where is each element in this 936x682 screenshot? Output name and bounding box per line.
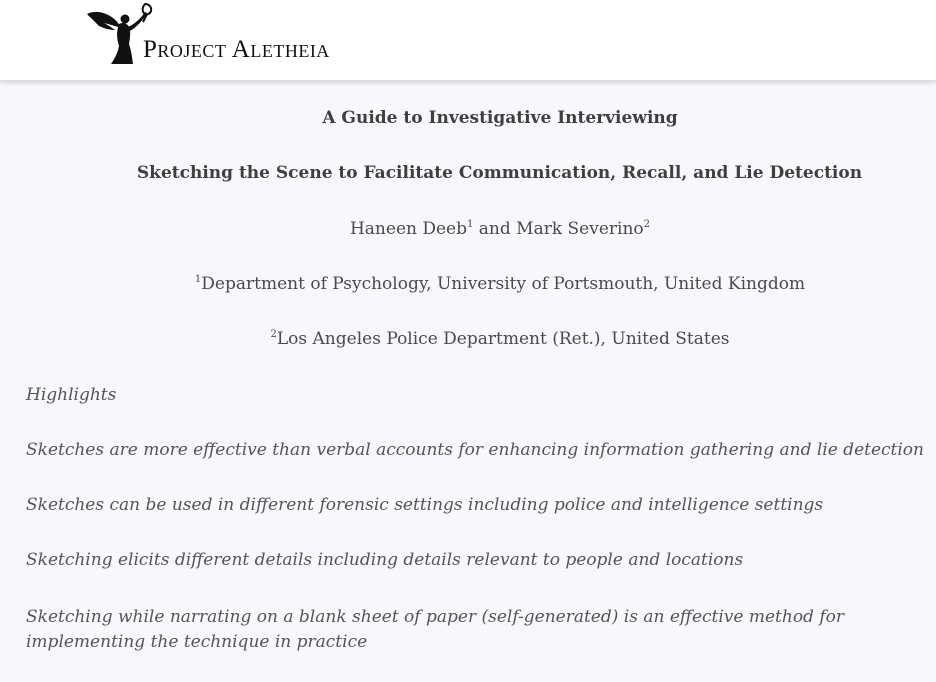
document-subtitle: Sketching the Scene to Facilitate Communication, Recall, and Lie Detection <box>136 163 863 183</box>
affiliation-marker: 2 <box>270 329 277 340</box>
author-name: Mark Severino <box>516 219 644 239</box>
highlight-item: Sketching while narrating on a blank sheet of paper (self-generated) is an effective method for implementing the technique in practice <box>26 607 845 652</box>
affiliation-text: Los Angeles Police Department (Ret.), United States <box>276 329 730 349</box>
document-title: A Guide to Investigative Interviewing <box>322 108 678 128</box>
author-name: Haneen Deeb <box>349 219 467 239</box>
author-line <box>0 219 936 239</box>
logo-text: Project Aletheia <box>143 36 330 63</box>
affiliation-line <box>0 274 936 294</box>
site-header <box>0 0 936 81</box>
highlight-item: Sketching elicits different details including details relevant to people and locations <box>26 550 744 570</box>
highlight-item: Sketches can be used in different forensic settings including police and intelligence settings <box>26 495 824 515</box>
author-conjunction: and <box>473 219 517 239</box>
affiliation-marker: 1 <box>194 274 202 285</box>
affiliation-line <box>0 329 936 349</box>
highlights-heading: Highlights <box>26 385 117 405</box>
affiliation-text: Department of Psychology, University of Portsmouth, United Kingdom <box>201 274 806 294</box>
author-affiliation-marker: 2 <box>643 219 651 230</box>
highlight-item: Sketches are more effective than verbal accounts for enhancing information gathering and lie detection <box>26 440 924 460</box>
site-logo[interactable] <box>85 2 385 70</box>
author-affiliation-marker: 1 <box>467 219 474 230</box>
